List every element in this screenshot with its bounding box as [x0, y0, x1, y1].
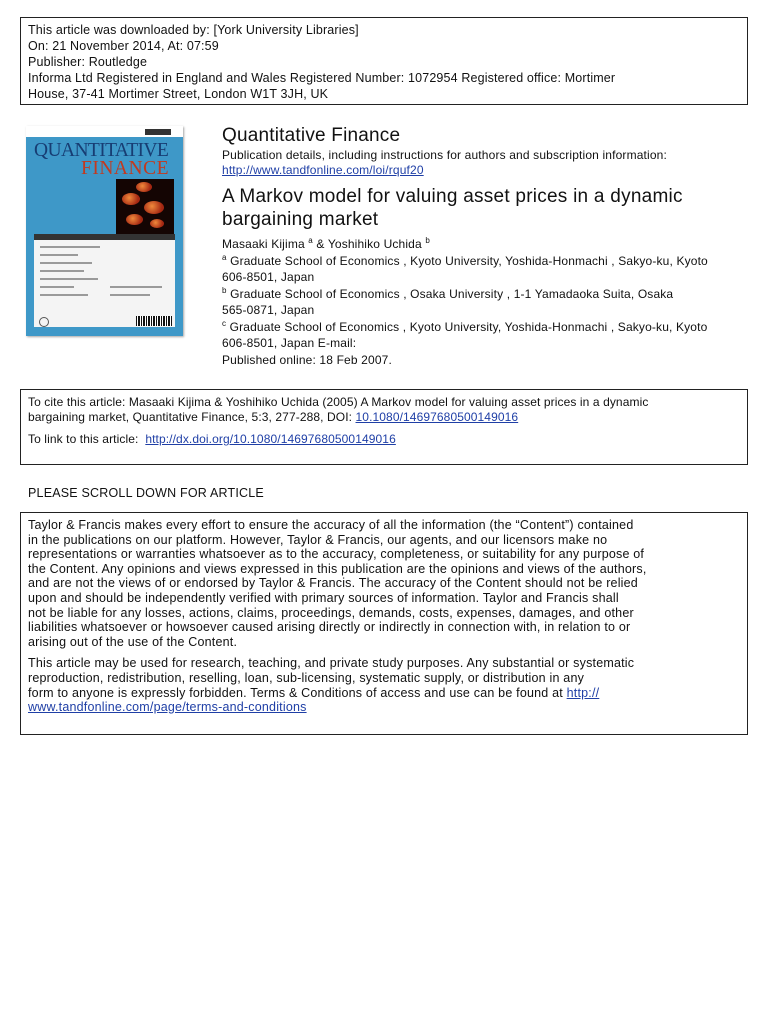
citation-line: bargaining market, Quantitative Finance, 5:3, 277-288, DOI:	[28, 410, 353, 424]
cover-art-blob	[144, 201, 164, 214]
disclaimer-line: not be liable for any losses, actions, claims, proceedings, demands, costs, expenses, damages, and other	[28, 605, 634, 620]
disclaimer-line: upon and should be independently verified with primary sources of information. Taylor and Francis shall	[28, 590, 619, 605]
cover-text-line	[40, 286, 74, 288]
journal-title: Quantitative Finance	[222, 125, 401, 146]
author-name: Masaaki Kijima	[222, 237, 305, 251]
affiliation-mark: c	[222, 319, 227, 328]
disclaimer-line: Taylor & Francis makes every effort to ensure the accuracy of all the information (the “Content”) contained	[28, 518, 634, 532]
citation-box	[20, 389, 748, 465]
cover-contents-bar	[34, 234, 175, 240]
cover-art-blob	[126, 214, 143, 225]
barcode-icon	[136, 316, 172, 326]
cover-text-line	[40, 270, 84, 272]
journal-url-link[interactable]: http://www.tandfonline.com/loi/rquf20	[222, 163, 424, 177]
affiliation	[222, 253, 742, 285]
article-title-line2: bargaining market	[222, 209, 379, 230]
disclaimer-box	[20, 512, 748, 735]
affiliation-text: 606-8501, Japan	[222, 270, 315, 284]
cover-text-line	[40, 254, 78, 256]
affiliation	[222, 319, 742, 351]
cover-art-blob	[136, 182, 152, 192]
cover-text-line	[40, 246, 100, 248]
affiliation-text: Graduate School of Economics , Kyoto University, Yoshida-Honmachi , Sakyo-ku, Kyoto	[229, 320, 708, 334]
affiliation-text: Graduate School of Economics , Kyoto University, Yoshida-Honmachi , Sakyo-ku, Kyoto	[230, 254, 708, 268]
affiliation	[222, 286, 742, 318]
usage-line: reproduction, redistribution, reselling, loan, sub-licensing, systematic supply, or distribution in any	[28, 670, 585, 685]
cover-text-line	[40, 278, 98, 280]
author-name: Yoshihiko Uchida	[327, 237, 422, 251]
author-separator: &	[316, 237, 325, 251]
journal-info	[222, 124, 742, 368]
disclaimer-line: and are not the views of or endorsed by Taylor & Francis. The accuracy of the Content should not be relied	[28, 576, 638, 591]
terms-link[interactable]: www.tandfonline.com/page/terms-and-conditions	[28, 700, 307, 715]
article-title-line1: A Markov model for valuing asset prices in a dynamic	[222, 186, 683, 207]
article-url-link[interactable]: http://dx.doi.org/10.1080/14697680500149016	[145, 432, 396, 446]
usage-line: This article may be used for research, teaching, and private study purposes. Any substantial or systematic	[28, 656, 635, 671]
download-info-box	[20, 17, 748, 105]
disclaimer-line: representations or warranties whatsoever as to the accuracy, completeness, or suitability for any purpose of	[28, 547, 645, 562]
publisher-line: Publisher: Routledge	[28, 55, 148, 69]
disclaimer-line: liabilities whatsoever or howsoever caused arising directly or indirectly in connection with, in relation to or	[28, 620, 631, 635]
link-label: To link to this article:	[28, 432, 139, 446]
cover-text-line	[40, 262, 92, 264]
cover-art-blob	[150, 219, 164, 228]
cover-art-blob	[122, 193, 140, 205]
citation-line: To cite this article: Masaaki Kijima & Yoshihiko Uchida (2005) A Markov model for valuing asset prices in a dynamic	[28, 395, 649, 409]
publication-details: Publication details, including instructions for authors and subscription information:	[222, 148, 667, 162]
author-line	[222, 237, 742, 252]
cover-title-line1: QUANTITATIVE	[34, 140, 169, 161]
disclaimer-line: in the publications on our platform. However, Taylor & Francis, our agents, and our licensors make no	[28, 532, 608, 547]
cover-text-line	[110, 294, 150, 296]
author-affiliation-mark: a	[308, 236, 313, 245]
affiliation-text: 606-8501, Japan E-mail:	[222, 336, 357, 350]
scroll-notice: PLEASE SCROLL DOWN FOR ARTICLE	[28, 486, 264, 500]
affiliation-text: Graduate School of Economics , Osaka University , 1-1 Yamadaoka Suita, Osaka	[230, 287, 674, 301]
cover-text-line	[40, 294, 88, 296]
journal-cover-image	[26, 126, 183, 336]
doi-link[interactable]: 10.1080/14697680500149016	[355, 410, 519, 424]
affiliation-mark: b	[222, 286, 227, 295]
published-date: Published online: 18 Feb 2007.	[222, 353, 392, 367]
author-affiliation-mark: b	[425, 236, 430, 245]
terms-link[interactable]: http://	[566, 685, 600, 700]
download-line: This article was downloaded by: [York University Libraries]	[28, 23, 359, 37]
disclaimer-line: arising out of the use of the Content.	[28, 634, 238, 649]
usage-line: form to anyone is expressly forbidden. Terms & Conditions of access and use can be found at	[28, 685, 563, 700]
cover-artwork	[116, 179, 174, 234]
download-date-line: On: 21 November 2014, At: 07:59	[28, 39, 219, 53]
publisher-logo-icon	[39, 317, 49, 327]
cover-text-line	[110, 286, 162, 288]
affiliation-text: 565-0871, Japan	[222, 303, 315, 317]
cover-title-line2: FINANCE	[81, 158, 170, 179]
disclaimer-line: the Content. Any opinions and views expressed in this publication are the opinions and views of the authors,	[28, 561, 647, 576]
cover-top-tab	[145, 129, 171, 135]
address-line: House, 37-41 Mortimer Street, London W1T 3JH, UK	[28, 87, 329, 101]
affiliation-mark: a	[222, 253, 227, 262]
registration-line: Informa Ltd Registered in England and Wales Registered Number: 1072954 Registered office: Mortimer	[28, 71, 616, 85]
